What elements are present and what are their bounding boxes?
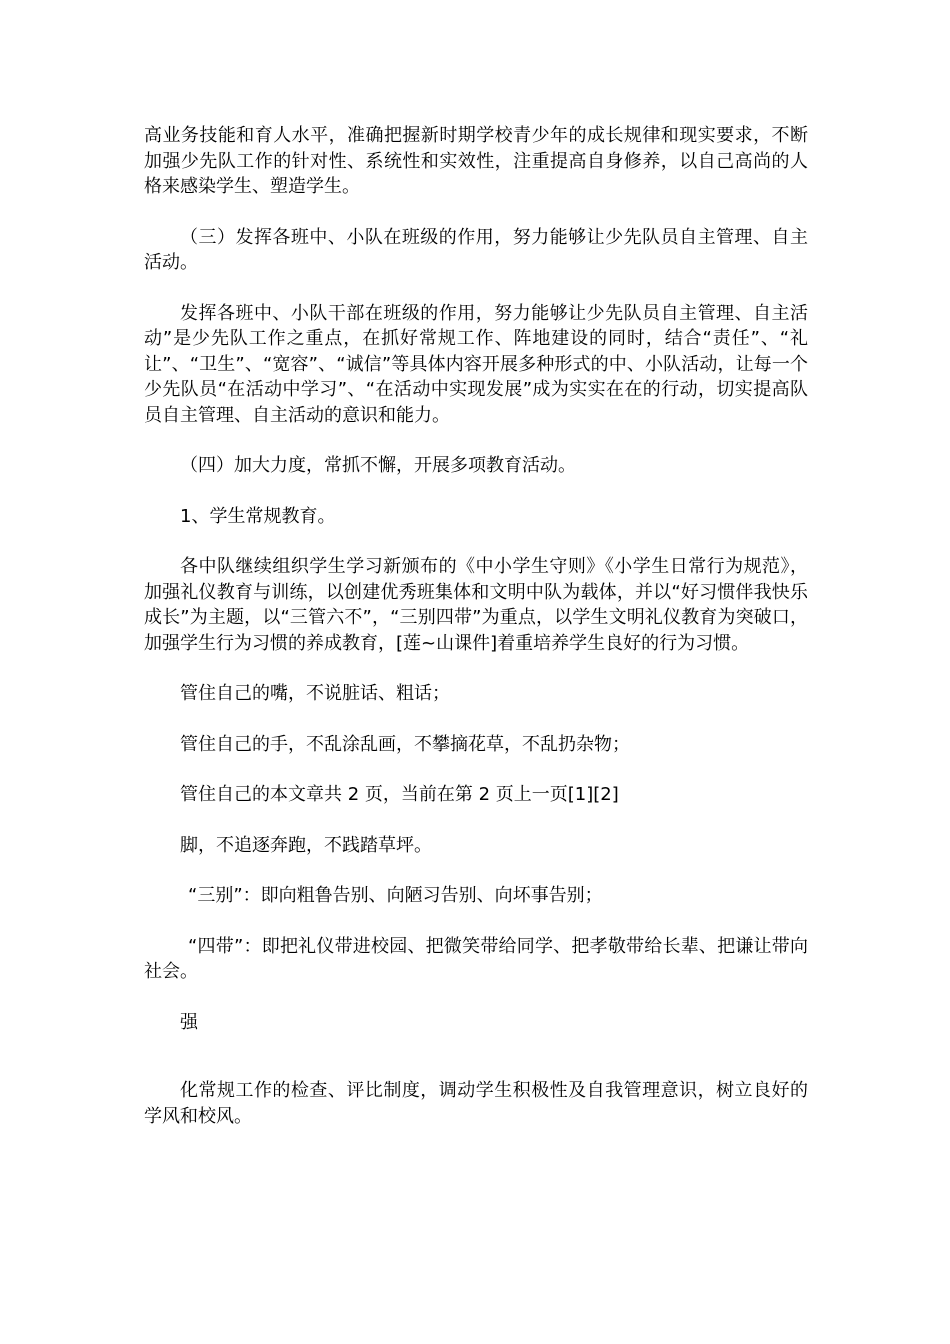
paragraph-14: 化常规工作的检查、评比制度，调动学生积极性及自我管理意识，树立良好的学风和校风。 — [144, 1080, 808, 1127]
paragraph-13: 强 — [180, 1011, 198, 1033]
paragraph-9-page-info: 管住自己的本文章共 2 页，当前在第 2 页上一页[1][2] — [180, 784, 619, 805]
paragraph-6: 各中队继续组织学生学习新颁布的《中小学生守则》《小学生日常行为规范》，加强礼仪教育与训练，以创建优秀班集体和文明中队为载体，并以“好习惯伴我快乐成长”为主题，以“三管六不”，“三别四带”为重点，以学生文明礼仪教育为突破口，加强学生行为习惯的养成教育，[莲~山课件]着重培养学生良好的行为习惯。 — [144, 556, 808, 654]
paragraph-7: 管住自己的嘴，不说脏话、粗话； — [180, 683, 450, 704]
document-body — [144, 123, 808, 1154]
paragraph-4-heading-four: （四）加大力度，常抓不懈，开展多项教育活动。 — [180, 455, 576, 476]
paragraph-5-subheading: 1、学生常规教育。 — [180, 505, 336, 527]
paragraph-8: 管住自己的手，不乱涂乱画，不攀摘花草，不乱扔杂物； — [180, 733, 630, 755]
paragraph-11: “三别”：即向粗鲁告别、向陋习告别、向坏事告别； — [188, 885, 603, 906]
paragraph-2-heading-three: （三）发挥各班中、小队在班级的作用，努力能够让少先队员自主管理、自主活动。 — [144, 226, 808, 273]
paragraph-12: “四带”：即把礼仪带进校园、把微笑带给同学、把孝敬带给长辈、把谦让带向社会。 — [144, 935, 808, 982]
paragraph-1: 高业务技能和育人水平，准确把握新时期学校青少年的成长规律和现实要求，不断加强少先队工作的针对性、系统性和实效性，注重提高自身修养，以自己高尚的人格来感染学生、塑造学生。 — [144, 125, 808, 197]
paragraph-10: 脚，不追逐奔跑，不践踏草坪。 — [180, 834, 432, 856]
paragraph-3: 发挥各班中、小队干部在班级的作用，努力能够让少先队员自主管理、自主活动”是少先队工作之重点，在抓好常规工作、阵地建设的同时，结合“责任”、“礼让”、“卫生”、“宽容”、“诚信”等具体内容开展多种形式的中、小队活动，让每一个少先队员“在活动中学习”、“在活动中实现发展”成为实实在在的行动，切实提高队员自主管理、自主活动的意识和能力。 — [144, 302, 808, 426]
